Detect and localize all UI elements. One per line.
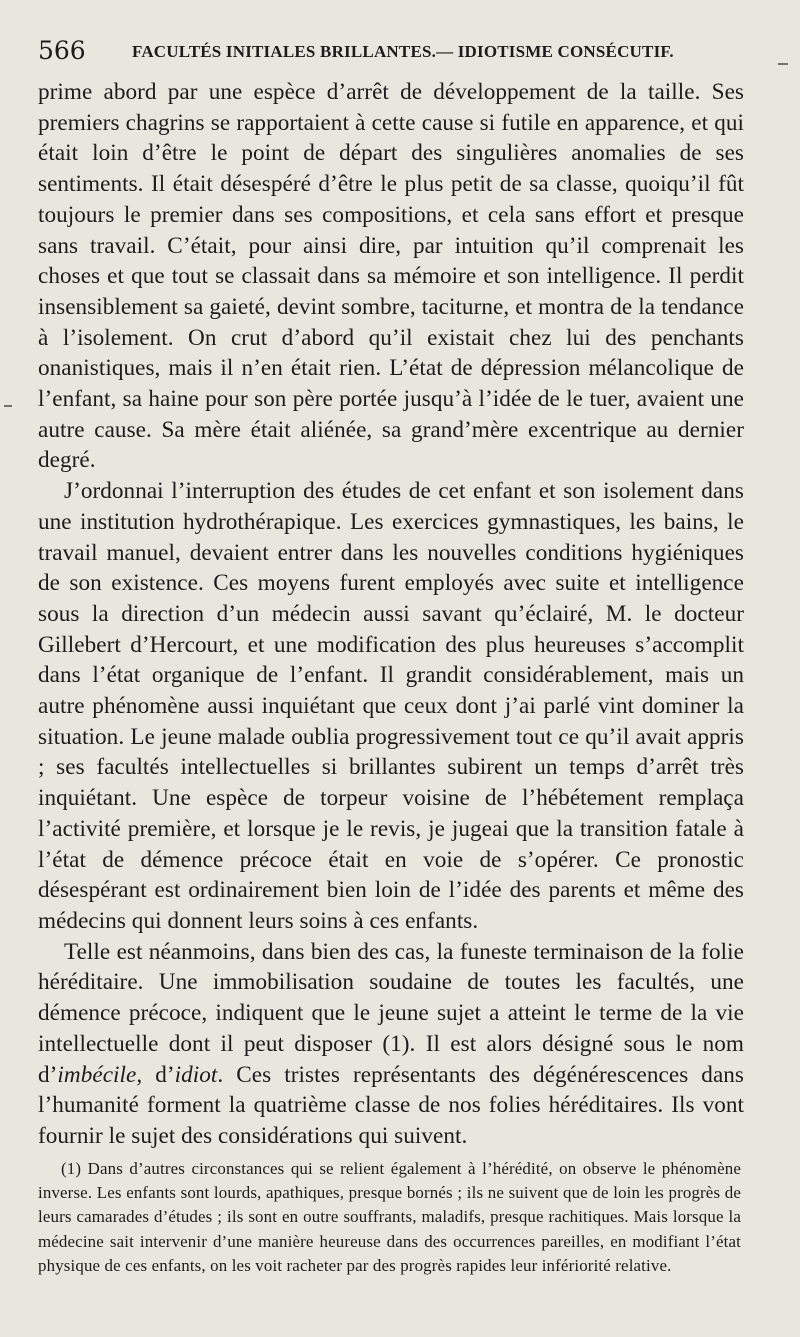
- main-text: [38, 77, 744, 1152]
- italic-term: idiot: [174, 1061, 218, 1088]
- paragraph-text: . Ces tristes représentants des dégénérescences dans l’humanité forment la quatrième classe de nos folies héréditaires. Ils vont fournir le sujet des considérations qui suivent.: [38, 1061, 744, 1149]
- paragraph-text: d’: [142, 1061, 175, 1088]
- running-head: FACULTÉS INITIALES BRILLANTES.— IDIOTISME CONSÉCUTIF.: [132, 42, 674, 61]
- page-header: [38, 36, 766, 66]
- footnote: [38, 1157, 741, 1278]
- italic-term: imbécile,: [57, 1061, 143, 1088]
- paragraph-continuation: prime abord par une espèce d’arrêt de développement de la taille. Ses premiers chagrins se rapportaient à cette cause si futile en apparence, et qui était loin d’être le point de départ des singulières anomalies de ses sentiments. Il était désespéré d’être le plus petit de sa classe, quoiqu’il fût toujours le premier dans ses compositions, et cela sans effort et presque sans travail. C’était, pour ainsi dire, par intuition qu’il comprenait les choses et que tout se classait dans sa mémoire et son intelligence. Il perdit insensiblement sa gaieté, devint sombre, taciturne, et montra de la tendance à l’isolement. On crut d’abord qu’il existait chez lui des penchants onanistiques, mais il n’en était rien. L’état de dépression mélancolique de l’enfant, sa haine pour son père portée jusqu’à l’idée de le tuer, avaient une autre cause. Sa mère était aliénée, sa grand’mère excentrique au dernier degré.: [38, 79, 744, 474]
- scan-margin-mark: [4, 405, 12, 407]
- footnote-marker: (1): [61, 1159, 82, 1178]
- paragraph-treatment-case: J’ordonnai l’interruption des études de cet enfant et son isolement dans une institution hydrothérapique. Les exercices gymnastiques, les bains, le travail manuel, devaient entrer dans les nouvelles conditions hygiéniques de son existence. Ces moyens furent employés avec suite et intelligence sous la direction d’un médecin aussi savant qu’éclairé, M. le docteur Gillebert d’Hercourt, et une modification des plus heureuses s’accomplit dans l’état organique de l’enfant. Il grandit considérablement, mais un autre phénomène aussi inquiétant que ceux dont j’ai parlé vint dominer la situation. Le jeune malade oublia progressivement tout ce qu’il avait appris ; ses facultés intellectuelles si brillantes subirent un temps d’arrêt très inquiétant. Une espèce de torpeur voisine de l’hébétement remplaça l’activité première, et lorsque je le revis, je jugeai que la transition fatale à l’état de démence précoce était en voie de s’opérer. Ce pronostic désespérant est ordinairement bien loin de l’idée des parents et même des médecins qui donnent leurs soins à ces enfants.: [38, 478, 744, 934]
- footnote-paragraph: [38, 1157, 741, 1278]
- footnote-text: Dans d’autres circonstances qui se relient également à l’hérédité, on observe le phénomène inverse. Les enfants sont lourds, apathiques, presque bornés ; ils ne suivent que de loin les progrès de leurs camarades d’études ; ils sont en outre souffrants, maladifs, presque rachitiques. Mais lorsque la médecine sait intervenir d’une manière heureuse dans des occurrences pareilles, en modifiant l’état physique de ces enfants, on les voit racheter par des progrès rapides leur infériorité relative.: [38, 1159, 741, 1275]
- footnote-reference: (1): [382, 1030, 410, 1057]
- scan-margin-mark: [778, 63, 788, 65]
- paragraph-conclusion: [38, 937, 744, 1152]
- paragraph-text: . Il est alors désigné sous le nom d’: [38, 1030, 745, 1088]
- paragraph-text: Telle est néanmoins, dans bien des cas, la funeste terminaison de la folie héréditaire. Une immobilisation soudaine de toutes les facultés, une démence précoce, indiquent que le jeune sujet a atteint le terme de la vie intellectuelle dont il peut disposer: [38, 938, 744, 1057]
- page-number: 566: [38, 36, 86, 65]
